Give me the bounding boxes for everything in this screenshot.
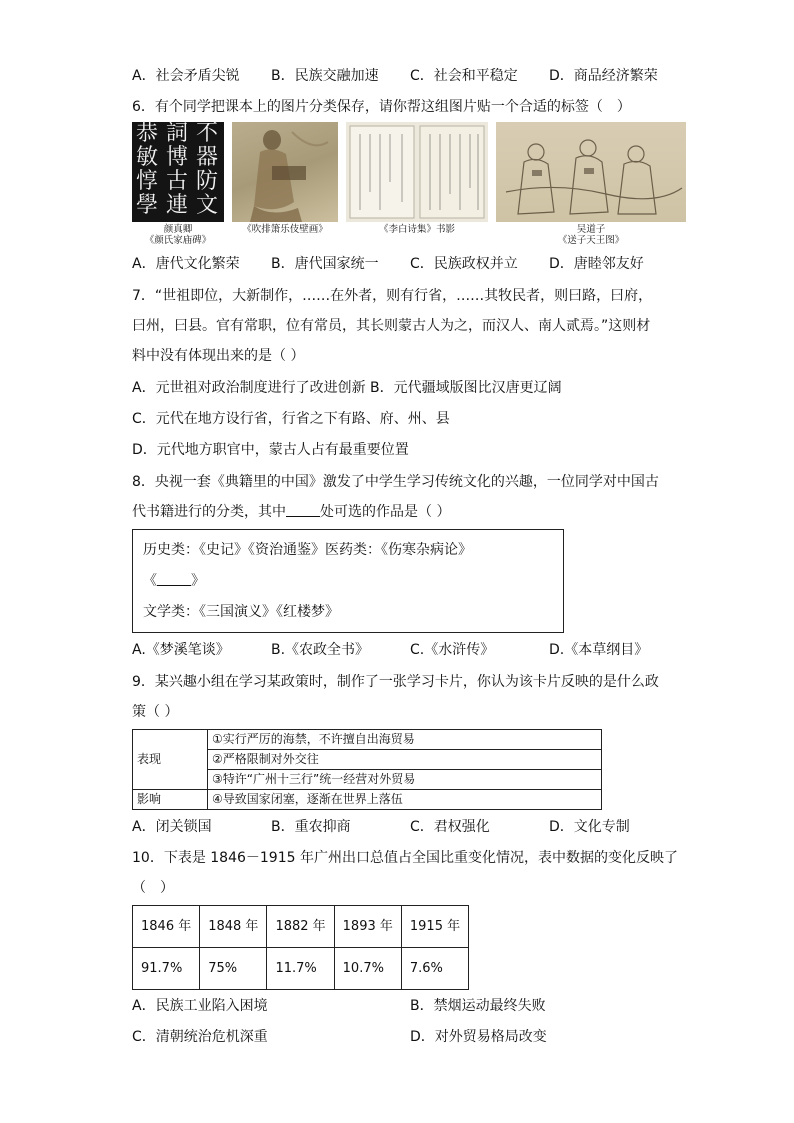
q9-option-b[interactable]: B．重农抑商 [271, 819, 351, 835]
calli-glyph: 敏 [136, 145, 159, 170]
q8-option-b[interactable]: B.《农政全书》 [271, 642, 370, 658]
q8-stem-line1: 8．央视一套《典籍里的中国》激发了中学生学习传统文化的兴趣，一位同学对中国古 [132, 474, 659, 490]
q5-option-d[interactable]: D．商品经济繁荣 [549, 68, 658, 84]
q9-option-c[interactable]: C．君权强化 [410, 819, 490, 835]
q8-stem-after: 处可选的作品是（ ） [320, 504, 451, 520]
painting-caption-author: 吴道子 [576, 224, 606, 235]
calligraphy-caption-title: 《颜氏家庙碑》 [144, 235, 212, 246]
q9-study-card-table [132, 729, 602, 810]
q9-row-3: ③特许“广州十三行”统一经营对外贸易 [208, 770, 602, 790]
calli-glyph: 學 [136, 193, 159, 218]
q9-options [132, 817, 672, 837]
painting-figures-illustration [496, 122, 686, 222]
calli-glyph: 防 [196, 169, 219, 194]
q7-option-d[interactable]: D．元代地方职官中，蒙古人占有最重要位置 [132, 442, 409, 458]
q10-option-b[interactable]: B．禁烟运动最终失败 [410, 998, 546, 1014]
q8-option-c[interactable]: C.《水浒传》 [410, 642, 495, 658]
q5-option-b[interactable]: B．民族交融加速 [271, 68, 379, 84]
q10-value-1846: 91.7% [133, 948, 200, 990]
q6-options [132, 254, 672, 274]
q8-box-literature: 文学类：《三国演义》《红楼梦》 [143, 604, 339, 620]
q8-category-box [132, 529, 564, 633]
q7-stem-line1: 7．“世祖即位，大新制作，……在外者，则有行省，……其牧民者，则曰路，曰府， [132, 288, 653, 304]
q6-option-a[interactable]: A．唐代文化繁荣 [132, 256, 240, 272]
calli-glyph: 詞 [166, 121, 189, 146]
q5-options [132, 66, 672, 86]
q8-options [132, 640, 672, 660]
q10-value-1848: 75% [200, 948, 267, 990]
q5-option-c[interactable]: C．社会和平稳定 [410, 68, 518, 84]
q10-value-1882: 11.7% [267, 948, 334, 990]
calli-glyph: 器 [196, 145, 219, 170]
q9-option-d[interactable]: D．文化专制 [549, 819, 630, 835]
q9-option-a[interactable]: A．闭关锁国 [132, 819, 212, 835]
q6-image-row [132, 122, 692, 250]
q10-data-table [132, 905, 469, 990]
q6-option-c[interactable]: C．民族政权并立 [410, 256, 518, 272]
q10-option-c[interactable]: C．清朝统治危机深重 [132, 1029, 268, 1045]
q8-stem-line2 [132, 502, 450, 522]
q9-stem-line2: 策（ ） [132, 704, 179, 720]
q6-option-b[interactable]: B．唐代国家统一 [271, 256, 379, 272]
q10-options-row1 [132, 996, 592, 1016]
q10-value-1915: 7.6% [401, 948, 468, 990]
q5-option-a[interactable]: A．社会矛盾尖锐 [132, 68, 240, 84]
q10-option-d[interactable]: D．对外贸易格局改变 [410, 1029, 547, 1045]
q9-row-1: ①实行严厉的海禁，不许擅自出海贸易 [208, 730, 602, 750]
table-row [133, 790, 602, 810]
mural-caption: 《吹排箫乐伎壁画》 [242, 224, 328, 235]
q8-option-d[interactable]: D.《本草纲目》 [549, 642, 649, 658]
table-row [133, 730, 602, 750]
q8-stem-before: 代书籍进行的分类，其中 [132, 504, 286, 520]
book-page-illustration [346, 122, 488, 222]
mural-image [232, 122, 338, 222]
q10-options-row2 [132, 1027, 592, 1047]
q8-box-history-medicine: 历史类：《史记》《资治通鉴》医药类：《伤寒杂病论》 [143, 542, 472, 558]
q9-label-performance: 表现 [133, 730, 208, 790]
q10-year-1848: 1848 年 [200, 906, 267, 948]
q8-stem-blank [286, 502, 320, 517]
q10-stem-line1: 10．下表是 1846－1915 年广州出口总值占全国比重变化情况，表中数据的变化反映了 [132, 850, 678, 866]
painting-caption-title: 《送子天王图》 [557, 235, 625, 246]
calli-glyph: 連 [166, 193, 189, 218]
q7-stem-line2: 曰州，曰县。官有常职，位有常员，其长则蒙古人为之，而汉人、南人贰焉。”这则材 [132, 318, 651, 334]
q10-year-1915: 1915 年 [401, 906, 468, 948]
q10-option-a[interactable]: A．民族工业陷入困境 [132, 998, 268, 1014]
q10-year-1846: 1846 年 [133, 906, 200, 948]
painting-image [496, 122, 686, 222]
calli-glyph: 博 [166, 145, 189, 170]
calligraphy-image [132, 122, 224, 222]
q9-row-4: ④导致国家闭塞，逐渐在世界上落伍 [208, 790, 602, 810]
q8-option-a[interactable]: A.《梦溪笔谈》 [132, 642, 230, 658]
q6-stem: 6．有个同学把课本上的图片分类保存，请你帮这组图片贴一个合适的标签（ ） [132, 99, 631, 115]
q8-box-open-quote: 《 [143, 573, 157, 589]
q8-box-blank-line [143, 571, 205, 591]
mural-figure-illustration [232, 122, 338, 222]
q7-option-c[interactable]: C．元代在地方设行省，行省之下有路、府、州、县 [132, 411, 450, 427]
calli-glyph: 恭 [136, 121, 159, 146]
q10-stem-line2: （ ） [132, 880, 174, 896]
q7-stem-line3: 料中没有体现出来的是（ ） [132, 348, 305, 364]
table-row [133, 948, 469, 990]
q9-stem-line1: 9．某兴趣小组在学习某政策时，制作了一张学习卡片，你认为该卡片反映的是什么政 [132, 674, 659, 690]
q6-option-d[interactable]: D．唐睦邻友好 [549, 256, 644, 272]
calligraphy-caption-author: 颜真卿 [163, 224, 193, 235]
calli-glyph: 文 [196, 193, 219, 218]
book-image [346, 122, 488, 222]
calli-glyph: 古 [166, 169, 189, 194]
q10-year-1893: 1893 年 [334, 906, 401, 948]
q9-row-2: ②严格限制对外交往 [208, 750, 602, 770]
q9-label-impact: 影响 [133, 790, 208, 810]
calli-glyph: 不 [196, 121, 219, 146]
q7-option-a-b[interactable]: A．元世祖对政治制度进行了改进创新 B．元代疆域版图比汉唐更辽阔 [132, 380, 562, 396]
q8-box-close-quote: 》 [191, 573, 205, 589]
q10-value-1893: 10.7% [334, 948, 401, 990]
calli-glyph: 惇 [136, 169, 159, 194]
q8-box-blank [157, 571, 191, 586]
table-row [133, 906, 469, 948]
q10-year-1882: 1882 年 [267, 906, 334, 948]
book-caption: 《李白诗集》书影 [378, 224, 455, 235]
